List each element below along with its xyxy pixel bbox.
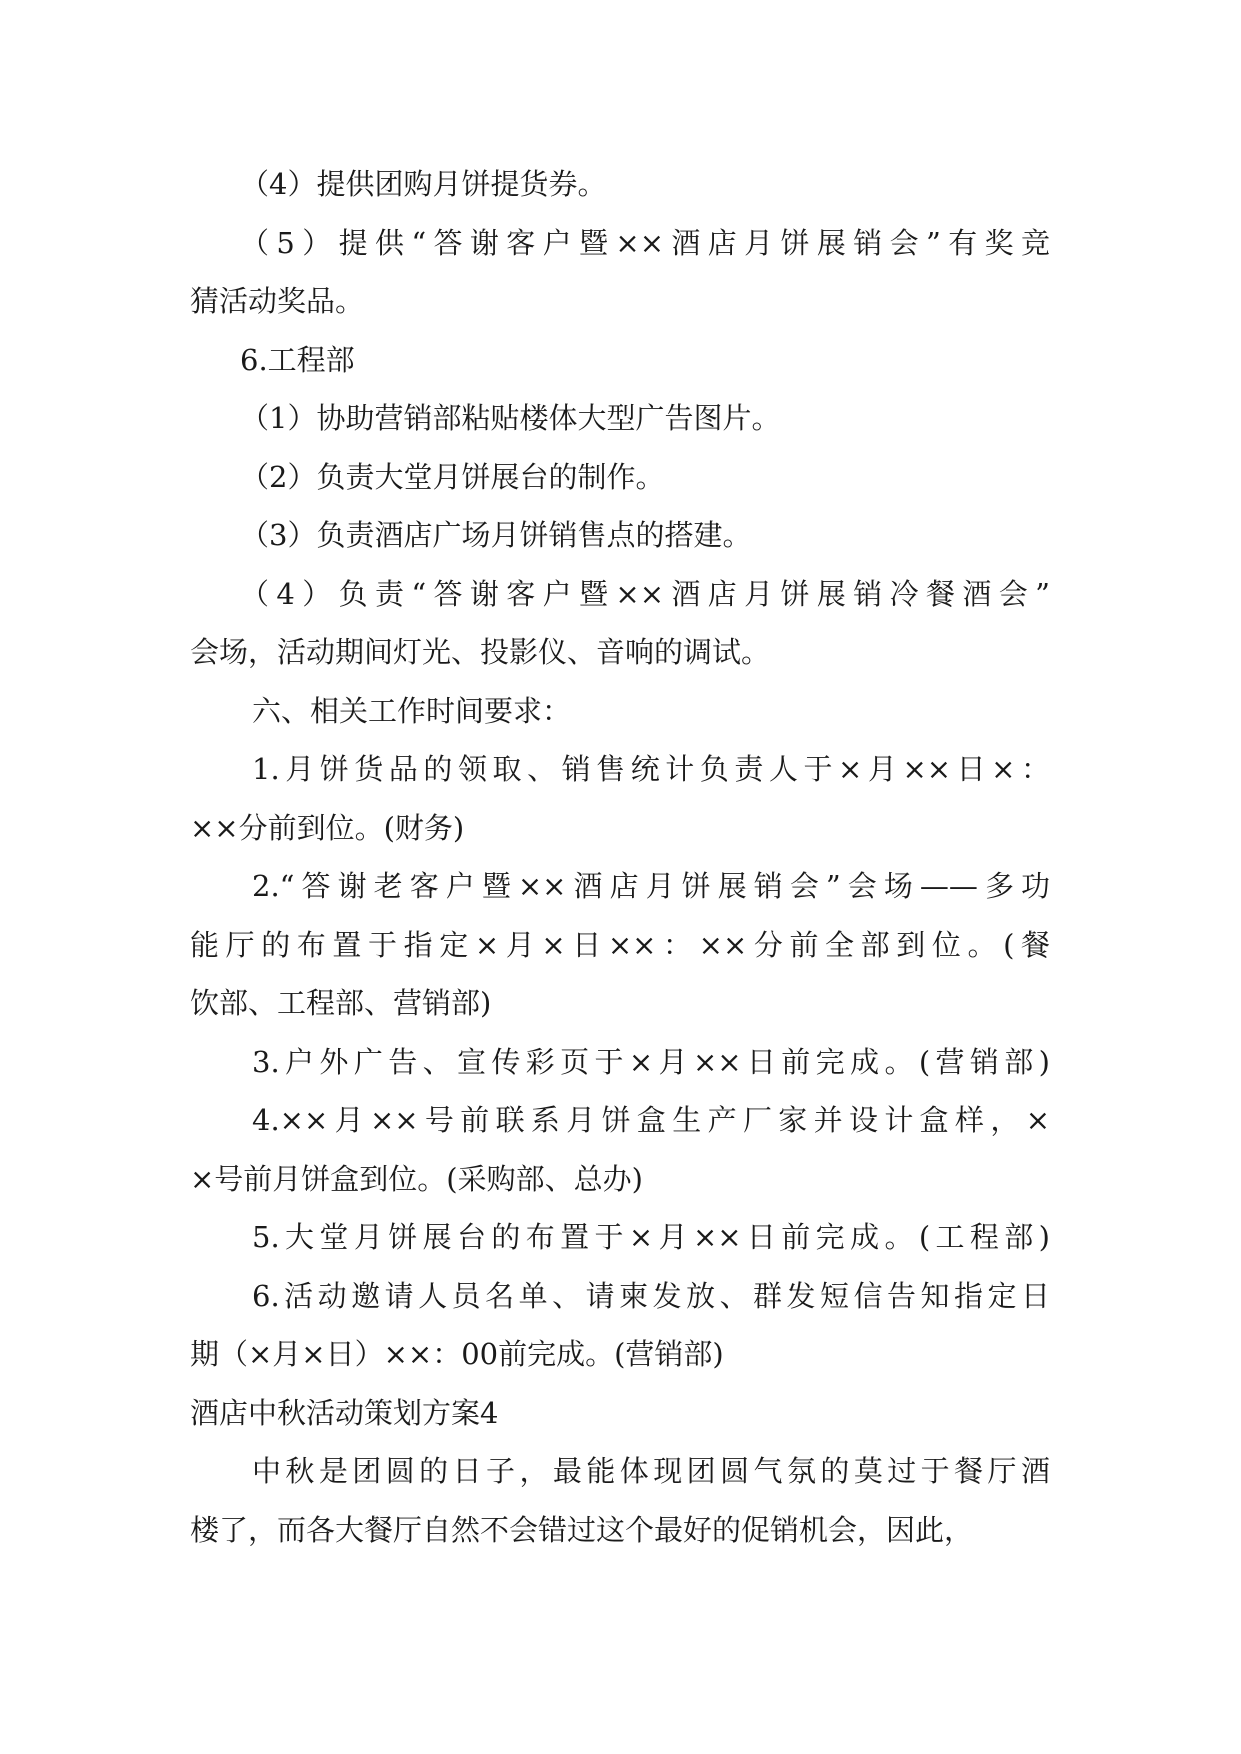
paragraph-line: 楼了，而各大餐厅自然不会错过这个最好的促销机会，因此， xyxy=(190,1512,974,1547)
text-line: 猜活动奖品。 xyxy=(190,284,365,318)
paragraph-line: 中秋是团圆的日子，最能体现团圆气氛的莫过于餐厅酒 xyxy=(252,1454,1050,1488)
list-item: （4）负责“答谢客户暨××酒店月饼展销冷餐酒会” xyxy=(240,576,1050,611)
list-item: 5.大堂月饼展台的布置于×月××日前完成。(工程部) xyxy=(252,1220,1050,1254)
text-line: 期（×月×日）××：00前完成。(营销部) xyxy=(190,1337,724,1371)
list-item: 1.月饼货品的领取、销售统计负责人于×月××日×： xyxy=(252,752,1050,786)
list-item: （4）提供团购月饼提货券。 xyxy=(240,167,607,201)
list-item: （1）协助营销部粘贴楼体大型广告图片。 xyxy=(240,401,781,435)
list-item: 6.活动邀请人员名单、请柬发放、群发短信告知指定日 xyxy=(252,1278,1050,1313)
list-item: 2.“答谢老客户暨××酒店月饼展销会”会场——多功 xyxy=(252,869,1050,903)
section-heading: 6.工程部 xyxy=(240,342,355,377)
document-body xyxy=(190,155,1050,1559)
section-heading: 六、相关工作时间要求： xyxy=(252,693,572,728)
document-title: 酒店中秋活动策划方案4 xyxy=(190,1395,499,1430)
text-line: 饮部、工程部、营销部) xyxy=(190,986,492,1020)
text-line: 能厅的布置于指定×月×日××：××分前全部到位。(餐 xyxy=(190,927,1050,962)
list-item: （5）提供“答谢客户暨××酒店月饼展销会”有奖竞 xyxy=(240,225,1050,260)
text-line: ×号前月饼盒到位。(采购部、总办) xyxy=(190,1161,643,1196)
text-line: ××分前到位。(财务) xyxy=(190,810,465,845)
list-item: （3）负责酒店广场月饼销售点的搭建。 xyxy=(240,518,752,552)
list-item: （2）负责大堂月饼展台的制作。 xyxy=(240,459,665,494)
list-item: 4.××月××号前联系月饼盒生产厂家并设计盒样，× xyxy=(252,1103,1050,1137)
text-line: 会场，活动期间灯光、投影仪、音响的调试。 xyxy=(190,635,771,669)
list-item: 3.户外广告、宣传彩页于×月××日前完成。(营销部) xyxy=(252,1044,1050,1079)
